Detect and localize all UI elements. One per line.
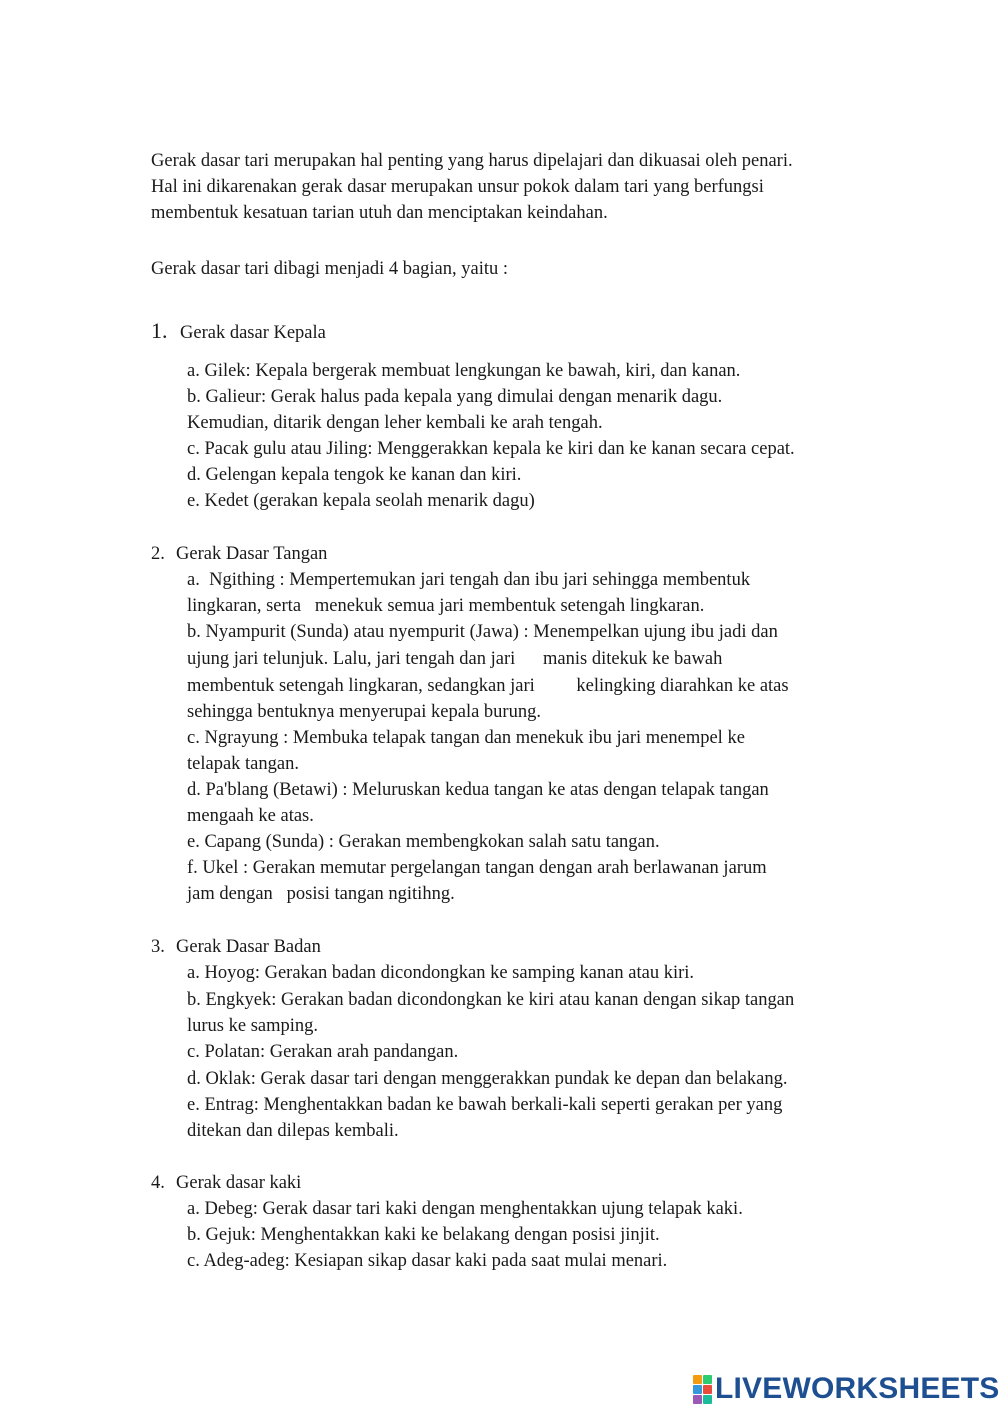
section-1-line-1: a. Gilek: Kepala bergerak membuat lengkungan ke bawah, kiri, dan kanan.	[187, 361, 741, 381]
section-1-title: Gerak dasar Kepala	[180, 323, 326, 343]
intro-line-1: Gerak dasar tari merupakan hal penting yang harus dipelajari dan dikuasai oleh penari.	[151, 151, 793, 171]
logo-square	[693, 1375, 702, 1384]
section-1-line-4: c. Pacak gulu atau Jiling: Menggerakkan kepala ke kiri dan ke kanan secara cepat.	[187, 439, 795, 459]
section-4-title: Gerak dasar kaki	[176, 1173, 302, 1193]
logo-square	[703, 1395, 712, 1404]
section-3-line-3: lurus ke samping.	[187, 1016, 319, 1036]
section-2-line-4: ujung jari telunjuk. Lalu, jari tengah dan jari manis ditekuk ke bawah	[187, 649, 723, 669]
section-2-line-6: sehingga bentuknya menyerupai kepala burung.	[187, 702, 541, 722]
section-2-title: Gerak Dasar Tangan	[176, 544, 328, 564]
logo-square	[693, 1395, 702, 1404]
intro-summary: Gerak dasar tari dibagi menjadi 4 bagian, yaitu :	[151, 259, 509, 279]
section-2-line-7: c. Ngrayung : Membuka telapak tangan dan menekuk ibu jari menempel ke	[187, 728, 745, 748]
intro-line-3: membentuk kesatuan tarian utuh dan menciptakan keindahan.	[151, 203, 608, 223]
section-1-line-5: d. Gelengan kepala tengok ke kanan dan kiri.	[187, 465, 522, 485]
intro-line-2: Hal ini dikarenakan gerak dasar merupakan unsur pokok dalam tari yang berfungsi	[151, 177, 764, 197]
section-2-line-1: a. Ngithing : Mempertemukan jari tengah dan ibu jari sehingga membentuk	[187, 570, 751, 590]
section-1-line-6: e. Kedet (gerakan kepala seolah menarik dagu)	[187, 491, 535, 511]
section-3-line-2: b. Engkyek: Gerakan badan dicondongkan ke kiri atau kanan dengan sikap tangan	[187, 990, 795, 1010]
section-2-line-12: f. Ukel : Gerakan memutar pergelangan tangan dengan arah berlawanan jarum	[187, 858, 767, 878]
section-3-number: 3.	[151, 937, 165, 957]
section-4-line-2: b. Gejuk: Menghentakkan kaki ke belakang dengan posisi jinjit.	[187, 1225, 660, 1245]
section-3-line-4: c. Polatan: Gerakan arah pandangan.	[187, 1042, 459, 1062]
section-3-line-7: ditekan dan dilepas kembali.	[187, 1121, 399, 1141]
section-4-number: 4.	[151, 1173, 165, 1193]
section-4-line-1: a. Debeg: Gerak dasar tari kaki dengan menghentakkan ujung telapak kaki.	[187, 1199, 743, 1219]
section-4-line-3: c. Adeg-adeg: Kesiapan sikap dasar kaki pada saat mulai menari.	[187, 1251, 668, 1271]
logo-text: LIVEWORKSHEETS	[715, 1372, 1000, 1405]
section-3-line-1: a. Hoyog: Gerakan badan dicondongkan ke samping kanan atau kiri.	[187, 963, 695, 983]
section-1-line-3: Kemudian, ditarik dengan leher kembali ke arah tengah.	[187, 413, 603, 433]
logo-square	[703, 1385, 712, 1394]
section-2-line-3: b. Nyampurit (Sunda) atau nyempurit (Jawa) : Menempelkan ujung ibu jadi dan	[187, 622, 778, 642]
section-1-number: 1.	[151, 318, 168, 343]
section-3-line-5: d. Oklak: Gerak dasar tari dengan menggerakkan pundak ke depan dan belakang.	[187, 1069, 788, 1089]
section-2-line-13: jam dengan posisi tangan ngitihng.	[187, 884, 455, 904]
section-2-line-9: d. Pa'blang (Betawi) : Meluruskan kedua tangan ke atas dengan telapak tangan	[187, 780, 769, 800]
logo-square	[703, 1375, 712, 1384]
section-3-line-6: e. Entrag: Menghentakkan badan ke bawah berkali-kali seperti gerakan per yang	[187, 1095, 783, 1115]
section-2-line-2: lingkaran, serta menekuk semua jari membentuk setengah lingkaran.	[187, 596, 705, 616]
liveworksheets-logo[interactable]	[693, 1372, 1000, 1406]
section-2-line-8: telapak tangan.	[187, 754, 299, 774]
section-1-line-2: b. Galieur: Gerak halus pada kepala yang dimulai dengan menarik dagu.	[187, 387, 723, 407]
logo-square	[693, 1385, 702, 1394]
section-2-number: 2.	[151, 544, 165, 564]
section-3-title: Gerak Dasar Badan	[176, 937, 321, 957]
section-2-line-10: mengaah ke atas.	[187, 806, 314, 826]
section-2-line-5: membentuk setengah lingkaran, sedangkan jari kelingking diarahkan ke atas	[187, 676, 789, 696]
section-2-line-11: e. Capang (Sunda) : Gerakan membengkokan salah satu tangan.	[187, 832, 660, 852]
liveworksheets-logo-icon	[693, 1375, 712, 1404]
